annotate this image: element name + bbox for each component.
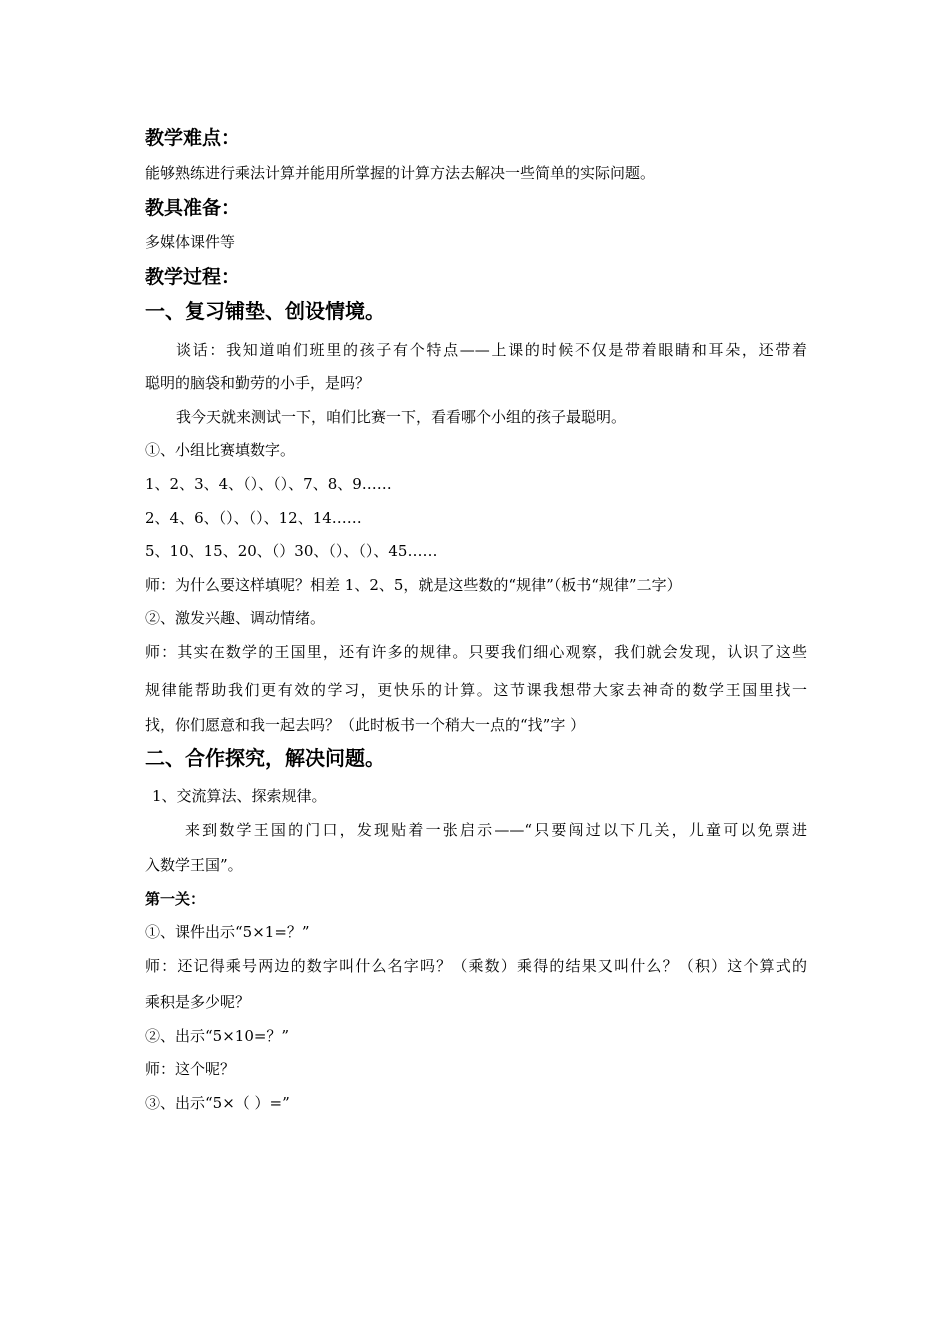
teacher-question-1-line1: 师：还记得乘号两边的数字叫什么名字吗？（乘数）乘得的结果又叫什么？（积）这个算式的 — [145, 957, 807, 975]
section1-step1: ①、小组比赛填数字。 — [145, 441, 296, 459]
section2-para-line1: 来到数学王国的门口，发现贴着一张启示——“只要闯过以下几关，儿童可以免票进 — [185, 821, 807, 839]
level-1-label: 第一关： — [145, 890, 206, 908]
section1-para2: 我今天就来测试一下，咱们比赛一下，看看哪个小组的孩子最聪明。 — [176, 408, 627, 426]
section1-para1-line1: 谈话：我知道咱们班里的孩子有个特点——上课的时候不仅是带着眼睛和耳朵，还带着 — [176, 341, 807, 359]
sequence-2: 2、4、6、（）、（）、12、14…… — [145, 509, 362, 527]
process-heading: 教学过程： — [145, 266, 241, 288]
tools-text: 多媒体课件等 — [145, 233, 236, 251]
teaching-difficulty-heading: 教学难点： — [145, 127, 241, 149]
section2-title: 二、合作探究，解决问题。 — [145, 746, 385, 770]
teacher-remark-2-line3: 找，你们愿意和我一起去吗？（此时板书一个稍大一点的“找”字 ） — [145, 716, 586, 734]
step-s3: ③、出示“5×（ ）=” — [145, 1094, 290, 1112]
sequence-3: 5、10、15、20、（）30、（）、（）、45…… — [145, 542, 438, 560]
section1-title: 一、复习铺垫、创设情境。 — [145, 299, 385, 323]
section2-para-line2: 入数学王国”。 — [145, 856, 243, 874]
section1-para1-line2: 聪明的脑袋和勤劳的小手，是吗？ — [145, 374, 371, 392]
step-s2: ②、出示“5×10=？” — [145, 1027, 290, 1045]
section2-item1: 1、交流算法、探索规律。 — [152, 787, 327, 805]
teaching-difficulty-text: 能够熟练进行乘法计算并能用所掌握的计算方法去解决一些简单的实际问题。 — [145, 164, 656, 182]
sequence-1: 1、2、3、4、（）、（）、7、8、9…… — [145, 475, 392, 493]
teacher-remark-2-line1: 师：其实在数学的王国里，还有许多的规律。只要我们细心观察，我们就会发现，认识了这些 — [145, 643, 807, 661]
teacher-question-2: 师：这个呢？ — [145, 1060, 236, 1078]
step-s1: ①、课件出示“5×1=？” — [145, 923, 310, 941]
teacher-remark-1: 师：为什么要这样填呢？相差 1、2、5，就是这些数的“规律”（板书“规律”二字） — [145, 576, 682, 594]
teacher-remark-2-line2: 规律能帮助我们更有效的学习，更快乐的计算。这节课我想带大家去神奇的数学王国里找一 — [145, 681, 807, 699]
section1-step2: ②、激发兴趣、调动情绪。 — [145, 609, 326, 627]
tools-heading: 教具准备： — [145, 197, 241, 219]
teacher-question-1-line2: 乘积是多少呢？ — [145, 993, 251, 1011]
